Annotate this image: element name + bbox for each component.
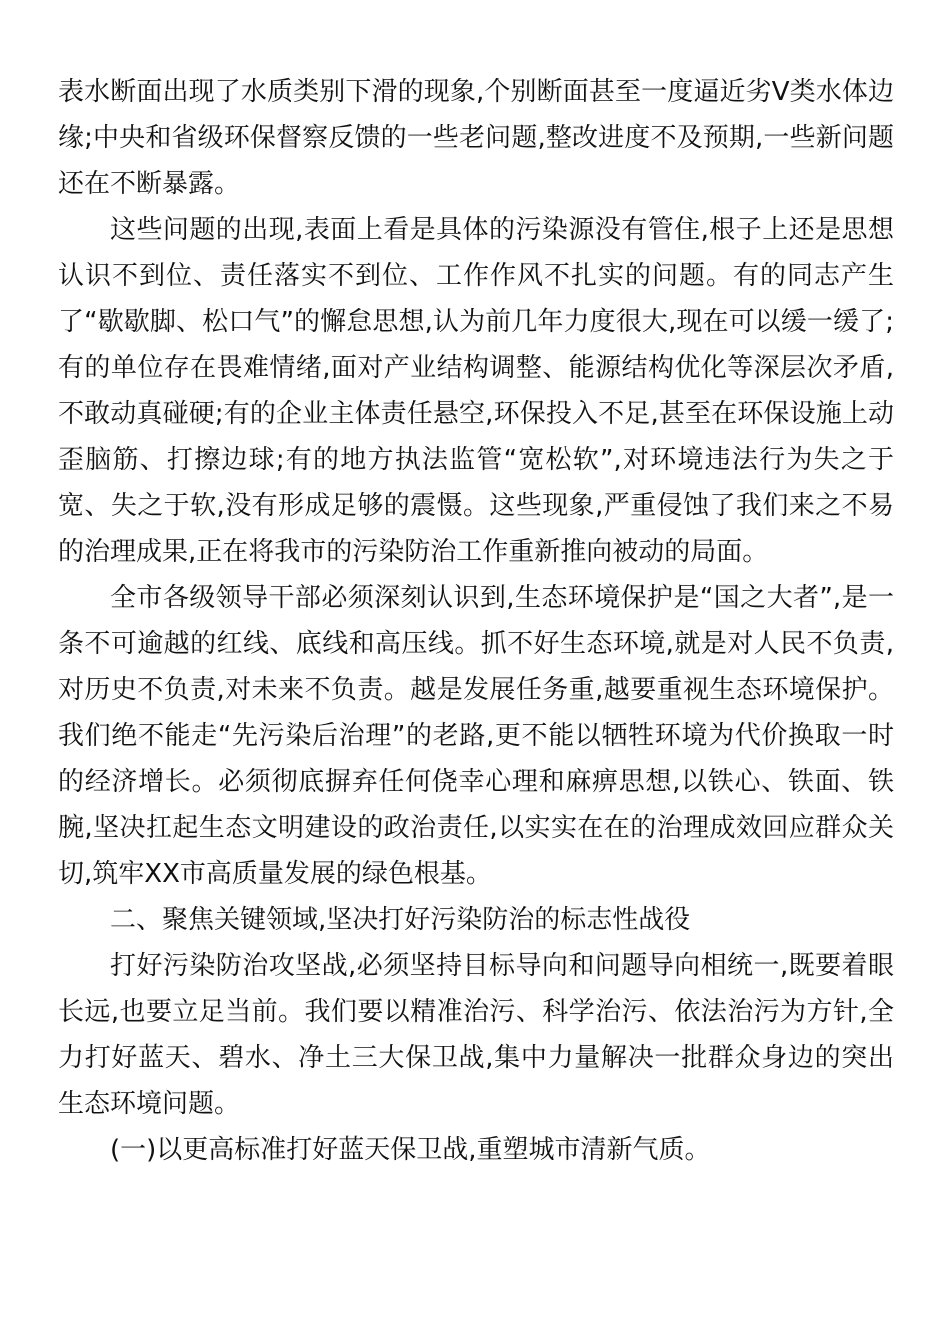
paragraph-pollution-strategy: 打好污染防治攻坚战,必须坚持目标导向和问题导向相统一,既要着眼长远,也要立足当前。我们要以精准治污、科学治污、依法治污为方针,全力打好蓝天、碧水、净土三大保卫战,集中力量解决一批群众身边的突出生态环境问题。 bbox=[58, 951, 894, 1119]
subsection-heading: (一)以更高标准打好蓝天保卫战,重塑城市清新气质。 bbox=[110, 1135, 711, 1165]
section-heading: 二、聚焦关键领域,坚决打好污染防治的标志性战役 bbox=[110, 905, 691, 935]
document-body bbox=[58, 69, 894, 1173]
paragraph-leadership-awareness: 全市各级领导干部必须深刻认识到,生态环境保护是“国之大者”,是一条不可逾越的红线、底线和高压线。抓不好生态环境,就是对人民不负责,对历史不负责,对未来不负责。越是发展任务重,越要重视生态环境保护。我们绝不能走“先污染后治理”的老路,更不能以牺牲环境为代价换取一时的经济增长。必须彻底摒弃任何侥幸心理和麻痹思想,以铁心、铁面、铁腕,坚决扛起生态文明建设的政治责任,以实实在在的治理成效回应群众关切,筑牢XX市高质量发展的绿色根基。 bbox=[58, 583, 894, 889]
paragraph-continuation: 表水断面出现了水质类别下滑的现象,个别断面甚至一度逼近劣Ⅴ类水体边缘;中央和省级环保督察反馈的一些老问题,整改进度不及预期,一些新问题还在不断暴露。 bbox=[58, 77, 894, 199]
paragraph-problem-analysis: 这些问题的出现,表面上看是具体的污染源没有管住,根子上还是思想认识不到位、责任落实不到位、工作作风不扎实的问题。有的同志产生了“歇歇脚、松口气”的懈怠思想,认为前几年力度很大,现在可以缓一缓了;有的单位存在畏难情绪,面对产业结构调整、能源结构优化等深层次矛盾,不敢动真碰硬;有的企业主体责任悬空,环保投入不足,甚至在环保设施上动歪脑筋、打擦边球;有的地方执法监管“宽松软”,对环境违法行为失之于宽、失之于软,没有形成足够的震慑。这些现象,严重侵蚀了我们来之不易的治理成果,正在将我市的污染防治工作重新推向被动的局面。 bbox=[58, 215, 894, 567]
